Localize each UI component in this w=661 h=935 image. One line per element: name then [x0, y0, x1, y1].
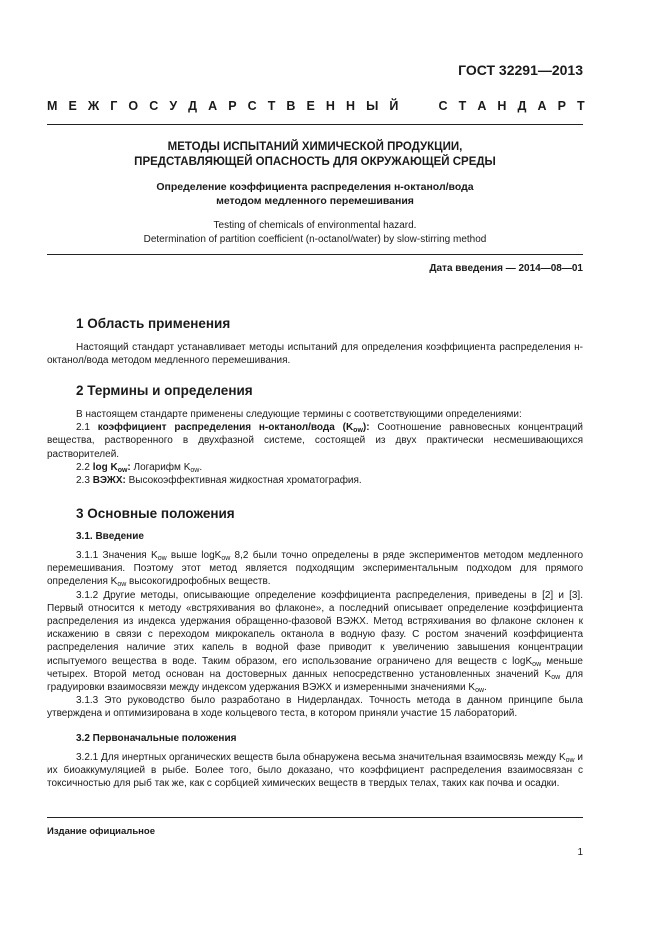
text-run: для градуировки взаимосвязи между индексом удержания ВЭЖХ и измеренными значениями K	[47, 668, 583, 694]
subtitle-line: Определение коэффициента распределения н-октанол/вода	[156, 181, 474, 193]
document-title	[47, 140, 583, 170]
text-run: 3.2.1 Для инертных органических веществ была обнаружена весьма значительная взаимосвязь между K	[76, 752, 566, 763]
banner-letter: А	[537, 99, 547, 113]
paragraph-3-1-1	[47, 549, 583, 589]
term-definition: Высокоэффективная жидкостная хроматография.	[128, 475, 362, 487]
subscript: ow	[532, 660, 542, 668]
banner-letter: Т	[267, 99, 276, 113]
english-title	[47, 219, 583, 247]
text-run: 8,2 были точно определены в ряде экспериментов методом медленного перемешивания. Поэтому этот метод является подходящим экспериментальным подходом для прямого определения K	[47, 550, 584, 588]
banner-letter: М	[47, 99, 58, 113]
standard-number: ГОСТ 32291—2013	[458, 62, 583, 78]
section-1-heading: 1 Область применения	[76, 316, 231, 331]
term-definition: Соотношение равновесных концентраций вещества, растворенного в двухфазной системе, состоящей из двух практически несмешивающихся растворителей.	[47, 422, 584, 460]
banner-letter: Т	[576, 99, 585, 113]
subscript: ow	[551, 673, 561, 681]
term-2-1	[47, 421, 583, 461]
title-line: МЕТОДЫ ИСПЫТАНИЙ ХИМИЧЕСКОЙ ПРОДУКЦИИ,	[167, 141, 463, 153]
subsection-3-1-heading: 3.1. Введение	[76, 531, 144, 542]
term-text: log K	[92, 461, 118, 473]
term-end: .	[199, 461, 203, 473]
banner-letter: С	[438, 99, 448, 113]
banner-letter: Д	[517, 99, 527, 113]
text-run: высокогидрофобных веществ.	[126, 576, 271, 588]
text-run: меньше четырех. Второй метод основан на достоверных данных непосредственно установленных значений K	[47, 655, 583, 680]
page-number: 1	[577, 847, 583, 858]
banner-letter: Ж	[87, 99, 100, 113]
banner-letter: Н	[325, 99, 335, 113]
subscript: ow	[117, 581, 127, 589]
banner-letter: А	[477, 99, 487, 113]
banner-gap	[409, 99, 427, 113]
introduction-date: Дата введения — 2014—08—01	[429, 263, 583, 274]
section-3-heading: 3 Основные положения	[76, 506, 235, 521]
banner-letter: Д	[188, 99, 198, 113]
text-run: .	[484, 682, 487, 694]
subscript: ow	[475, 687, 485, 695]
text-run: и их биоаккумуляцией в рыбе. Более того, было доказано, что коэффициент распределения взаимосвязан с токсичностью для рыб так же, как с сорбцией химических веществ в твердых телах, таких как почва и осадки.	[47, 752, 583, 790]
banner-letter: А	[208, 99, 218, 113]
banner-letter: С	[247, 99, 257, 113]
banner-letter: О	[128, 99, 139, 113]
text-run: 3.1.2 Другие методы, описывающие определение коэффициента распределения, приведены в [2] и [3]. Первый относится к методу «встряхивания во флаконе», а последний описывает определение коэффициента распределения из индекса удержания обращенно-фазовой ВЭЖХ. Метод встряхивания во флаконе склонен к искажению в связи с переходом микрокапель октанола в водную фазу. С ростом значений коэффициента распределения наличие этих капель в водной фазе приводит к увеличению завышения концентрации испытуемого вещества в воде. Таким образом, его использование ограничено для веществ с logK	[47, 589, 583, 667]
banner-letter: Й	[389, 99, 399, 113]
paragraph: В настоящем стандарте применены следующие термины с соответствующими определениями:	[76, 409, 522, 420]
text-run: выше logK	[166, 550, 222, 561]
banner-letter: Ы	[366, 99, 379, 113]
official-edition-label: Издание официальное	[47, 826, 155, 837]
banner-letter: Т	[458, 99, 467, 113]
term-close: ):	[362, 422, 370, 434]
term-name	[93, 462, 131, 473]
banner-letter: Р	[557, 99, 566, 113]
term-number: 2.2	[76, 461, 90, 473]
banner-letter: Н	[346, 99, 356, 113]
subsection-3-2-text	[47, 751, 583, 791]
subtitle-line: методом медленного перемешивания	[216, 195, 414, 207]
subscript: ow	[157, 555, 167, 562]
term-text: коэффициент распределения н-октанол/вода (K	[97, 422, 354, 434]
footer-rule	[47, 817, 583, 818]
subsection-3-1-text	[47, 549, 583, 721]
section-1-text	[47, 341, 583, 367]
english-title-line: Determination of partition coefficient (n-octanol/water) by slow-stirring method	[143, 234, 487, 245]
term-number: 2.1	[76, 422, 90, 434]
banner-letter: С	[149, 99, 159, 113]
banner-letter: Е	[68, 99, 77, 113]
paragraph-3-2-1	[47, 751, 583, 791]
subscript: ow	[353, 427, 363, 435]
subscript: ow	[117, 466, 128, 474]
text-run: 3.1.1 Значения K	[76, 550, 158, 561]
banner-letter: Г	[110, 99, 118, 113]
term-name	[98, 422, 370, 433]
title-line: ПРЕДСТАВЛЯЮЩЕЙ ОПАСНОСТЬ ДЛЯ ОКРУЖАЮЩЕЙ СРЕДЫ	[134, 156, 496, 168]
top-rule	[47, 124, 583, 125]
banner-letter: Р	[228, 99, 237, 113]
section-2-heading: 2 Термины и определения	[76, 383, 253, 398]
subsection-3-2-heading: 3.2 Первоначальные положения	[76, 733, 237, 744]
subscript: ow	[221, 555, 231, 562]
interstate-standard-banner	[47, 99, 585, 113]
term-name: ВЭЖХ:	[92, 475, 126, 487]
term-2-3	[47, 474, 583, 487]
banner-letter: В	[286, 99, 296, 113]
banner-letter: Е	[306, 99, 315, 113]
banner-letter: Н	[497, 99, 507, 113]
subscript: ow	[565, 757, 575, 764]
section-2-text	[47, 408, 583, 487]
document-subtitle	[47, 180, 583, 208]
date-rule	[47, 254, 583, 255]
term-2-2	[47, 461, 583, 474]
banner-letter: У	[169, 99, 178, 113]
paragraph: Настоящий стандарт устанавливает методы испытаний для определения коэффициента распределения н-октанол/вода методом медленного перемешивания.	[47, 342, 583, 367]
english-title-line: Testing of chemicals of environmental hazard.	[213, 220, 417, 231]
paragraph-3-1-3: 3.1.3 Это руководство было разработано в Нидерландах. Точность метода в данном принципе была утверждена и оптимизирована в ходе кольцевого теста, в котором приняли участие 15 лабораторий.	[47, 695, 583, 720]
subscript: ow	[190, 466, 200, 474]
term-definition: Логарифм K	[133, 461, 191, 473]
paragraph-3-1-2	[47, 589, 583, 695]
term-close: :	[127, 461, 131, 473]
term-number: 2.3	[76, 475, 90, 487]
